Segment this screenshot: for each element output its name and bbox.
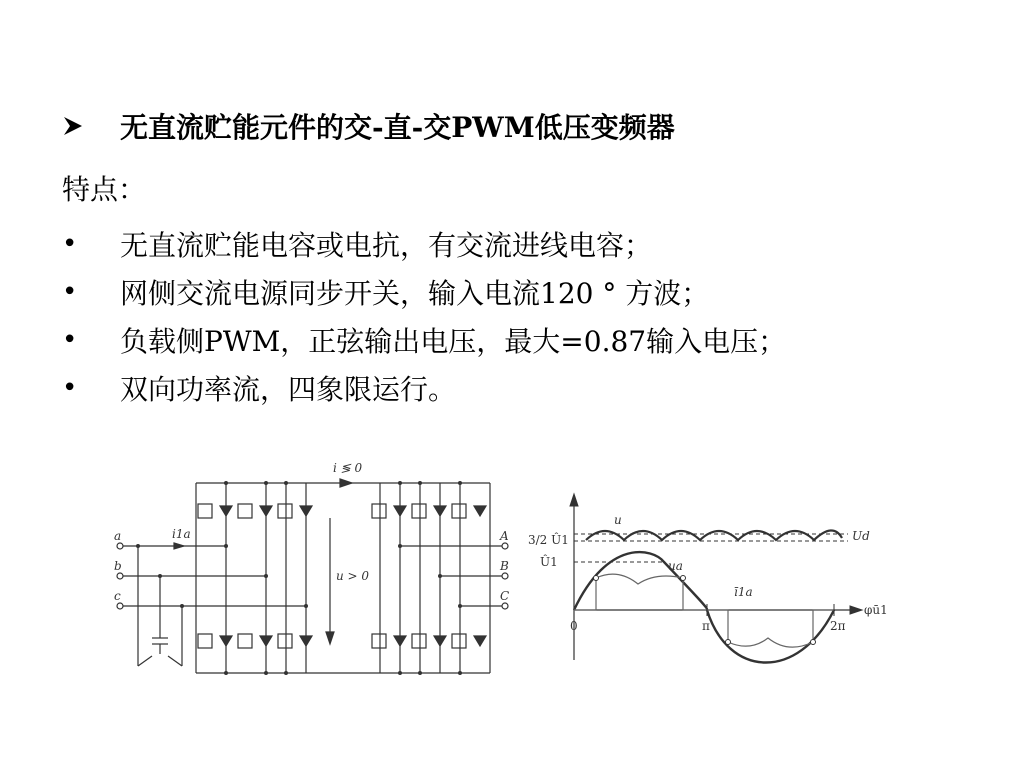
left-switches-top bbox=[198, 504, 312, 518]
bullet-dot-icon: • bbox=[62, 325, 78, 355]
circuit-diagram bbox=[117, 479, 508, 675]
bullet-dot-icon: • bbox=[62, 229, 78, 259]
ud-label: Ud bbox=[852, 529, 870, 543]
i1a-label: ī1a bbox=[734, 585, 753, 599]
list-item bbox=[62, 316, 786, 364]
terminal-B: B bbox=[500, 559, 509, 573]
right-bridge bbox=[380, 483, 490, 673]
terminal-C: C bbox=[500, 589, 510, 603]
bullet-dot-icon: • bbox=[62, 373, 78, 403]
two-pi-label: 2π bbox=[830, 619, 846, 633]
ripple-voltage-line bbox=[586, 530, 842, 540]
sine-voltage-line bbox=[574, 552, 834, 662]
bullet-dot-icon: • bbox=[62, 277, 78, 307]
heading-text: 无直流贮能元件的交-直-交PWM低压变频器 bbox=[120, 111, 675, 144]
three-half-u1-label: 3/2 Û1 bbox=[528, 533, 569, 547]
figure-area bbox=[108, 448, 908, 698]
junction-dots bbox=[136, 481, 462, 675]
voltage-label: u > 0 bbox=[336, 569, 370, 583]
figure-svg bbox=[108, 448, 908, 698]
input-current-label: i1a bbox=[172, 527, 191, 541]
right-switches-top bbox=[372, 504, 486, 518]
y-axis-arrow-icon bbox=[570, 494, 578, 506]
list-item bbox=[62, 364, 786, 412]
list-item-text: 双向功率流，四象限运行。 bbox=[120, 373, 457, 406]
ua-label: ua bbox=[668, 559, 683, 573]
terminal-a: a bbox=[114, 529, 122, 543]
x-axis-arrow-icon bbox=[850, 606, 862, 614]
current-waveform-line bbox=[574, 574, 834, 647]
list-item bbox=[62, 220, 786, 268]
terminal-A: A bbox=[500, 529, 509, 543]
terminal-b: b bbox=[114, 559, 122, 573]
phi-axis-label: φū1 bbox=[864, 603, 888, 617]
current-arrow-icon bbox=[340, 479, 352, 487]
voltage-arrow-icon bbox=[326, 632, 334, 644]
pi-label: π bbox=[702, 619, 710, 633]
list-item-text: 网侧交流电源同步开关，输入电流120 ° 方波； bbox=[120, 277, 710, 310]
list-item-text: 无直流贮能电容或电抗，有交流进线电容； bbox=[120, 229, 653, 262]
right-switches-bottom bbox=[372, 634, 486, 648]
terminal-c: c bbox=[114, 589, 121, 603]
arrow-bullet-icon bbox=[62, 115, 84, 137]
list-item bbox=[62, 268, 786, 316]
left-switches-bottom bbox=[198, 634, 312, 648]
output-lines bbox=[400, 543, 508, 609]
heading bbox=[62, 106, 675, 146]
features-label: 特点： bbox=[62, 173, 147, 206]
list-item-text: 负载侧PWM，正弦输出电压，最大=0.87输入电压； bbox=[120, 325, 787, 358]
zero-label: 0 bbox=[570, 619, 578, 633]
feature-list bbox=[62, 220, 786, 412]
input-lines bbox=[117, 543, 306, 609]
current-label: i ≶ 0 bbox=[333, 461, 363, 475]
u1-peak-label: Û1 bbox=[540, 555, 558, 569]
u-label: u bbox=[614, 513, 622, 527]
